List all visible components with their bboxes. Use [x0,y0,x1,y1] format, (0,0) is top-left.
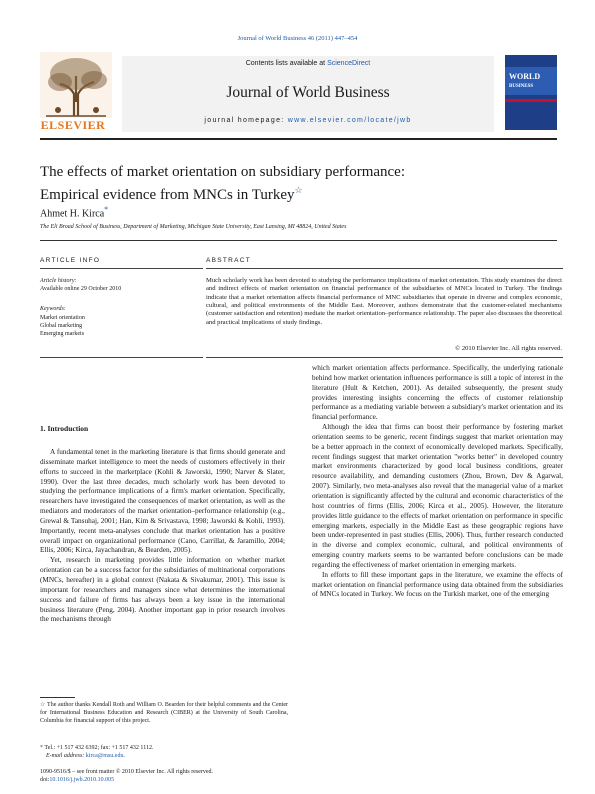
title-line-1: The effects of market orientation on subsidiary performance: [40,164,406,180]
journal-title: Journal of World Business [226,84,390,101]
homepage-link[interactable]: www.elsevier.com/locate/jwb [287,117,412,124]
body-paragraph: In efforts to fill these important gaps in the literature, we examine the effects of market orientation on financial performance using data obtained from the subsidiaries of MNCs located in Turkey. We focus on the Turkish market, one of the emerging [312,570,563,599]
footnote-mark: ☆ [40,702,46,708]
cover-title-line2: BUSINESS [509,84,534,89]
author-footnote-mark[interactable]: * [104,205,109,214]
abstract-heading: ABSTRACT [206,257,252,264]
body-paragraph: Although the idea that firms can boost their performance by fostering market orientation seems to be generic, recent findings suggest that market orientation may be a better approach in the context of economically developed markets. Specifically, recent findings suggest that market orientation "works better" in developed country market environments characterized by good local business conditions, greater resource availability, and demanding customers (Zhou, Brown, Dev & Agarwal, 2007). Similarly, two meta-analyses also reveal that the managerial value of a market orientation is significantly affected by the cultural and economic characteristics of the host countries of firms (Ellis, 2006; Kirca et al., 2005). However, the literature provides little guidance to the effects of market orientation on performance in specific emerging markets, especially in the Middle East as these geographic regions have been under-represented in past studies (Ellis, 2006). Thus, further research conducted in the diverse and complex economic, cultural, and political environments of emerging country markets seems to be warranted before conclusions can be made regarding the effectiveness of market orientation in emerging markets. [312,423,563,569]
history-label: Article history: [40,278,77,284]
section-heading-introduction: 1. Introduction [40,424,89,433]
title-footnote-mark[interactable]: ☆ [294,185,303,195]
doi-prefix: doi: [40,776,50,783]
doi-link[interactable]: 10.1016/j.jwb.2010.10.005 [49,776,115,783]
footnote-text: The author thanks Kendall Roth and William O. Bearden for their helpful comments and the Center for International Business Education and Research (CIBER) at the University of South Carolina, Columbia for financial support of this project. [40,702,288,724]
author-line [40,205,108,219]
footnote-acknowledgement [40,702,288,726]
footnote-mark: * [40,745,43,751]
article-info-bottom-rule [40,357,203,358]
abstract-copyright: © 2010 Elsevier Inc. All rights reserved. [455,345,562,352]
journal-cover-thumbnail[interactable] [505,55,557,130]
contents-line [122,60,494,67]
article-title [40,163,520,204]
abstract-text: Much scholarly work has been devoted to studying the performance implications of market orientation. This study examines the direct and indirect effects of market orientation on financial performance of the subsidiaries of MNCs located in Turkey. The findings indicate that a market orientation affects financial performance of MNC subsidiaries that operate in diverse and complex economic, cultural, and political environments of the Middle East. Moreover, authors demonstrate that the customer-related mechanisms (customer satisfaction and retention) mediate the market orientation–performance relationship. The paper also discusses the theoretical and practical implications of study findings. [206,277,562,326]
header-rule [40,138,557,140]
cover-stripe [505,99,557,102]
sciencedirect-link[interactable]: ScienceDirect [327,60,371,67]
footnote-corresponding-author [40,745,288,761]
abstract-bottom-rule [206,357,563,358]
issn-line: 1090-9516/$ – see front matter © 2010 Elsevier Inc. All rights reserved. [40,769,214,775]
keyword: Global marketing [40,323,83,329]
journal-reference[interactable]: Journal of World Business 46 (2011) 447–454 [237,35,358,42]
keywords-label: Keywords: [40,306,66,312]
abstract-rule [206,268,563,269]
body-paragraph: A fundamental tenet in the marketing literature is that firms should generate and disseminate market intelligence to meet the needs of customers effectively in their efforts to succeed in the marketplace (Kohli & Jaworski, 1990; Narver & Slater, 1990). Over the last three decades, much scholarly work has been devoted to studying the performance implications of a firm's market orientation. Specifically, researchers have investigated the consequences of market orientation, as well as the mediators and moderators of the market orientation–performance relationship (e.g., Grewal & Tansuhaj, 2001; Han, Kim & Srivastava, 1998; Jaworski & Kohli, 1993). Importantly, recent meta-analyses conclude that market orientation has a positive overall impact on organizational performance (Cano, Carrillat, & Jaramillo, 2004; Ellis, 2006; Kirca, Jayachandran, & Bearden, 2005). [40,448,285,555]
body-left-column [40,448,285,625]
journal-homepage [122,117,494,124]
author-email-link[interactable]: kirca@msu.edu. [85,752,125,759]
article-info-rule [40,268,203,269]
body-right-column [312,364,563,600]
page-footer [40,769,290,785]
keyword: Market orientation [40,315,85,321]
email-label: E-mail address: [46,752,85,759]
author-phone: Tel.: +1 517 432 6392; fax: +1 517 432 1112. [44,745,154,751]
cover-title-line1: WORLD [509,72,541,81]
body-paragraph: which market orientation affects performance. Specifically, the underlying rationale behind how market orientation influences performance is still a topic of interest in the literature (Hult & Ketchen, 2001). As detailed subsequently, the present study provides interesting insights concerning the effects of customer relationship performance as a mediating variable between a subsidiary's market orientation and its financial performance. [312,364,563,422]
contents-prefix: Contents lists available at [245,60,328,67]
author-name: Ahmet H. Kirca [40,208,105,220]
elsevier-wordmark[interactable]: ELSEVIER [40,118,106,132]
cover-title [509,73,540,91]
author-affiliation: The Eli Broad School of Business, Department of Marketing, Michigan State University, East Lansing, MI 48824, United States [40,224,347,230]
keyword: Emerging markets [40,331,85,337]
article-info-heading: ARTICLE INFO [40,257,101,264]
history-value: Available online 29 October 2010 [40,286,122,292]
title-line-2: Empirical evidence from MNCs in Turkey [40,187,295,203]
title-rule [40,240,557,241]
footnote-rule [40,697,75,698]
homepage-prefix: journal homepage: [204,117,288,124]
body-paragraph: Yet, research in marketing provides little information on whether market orientation can be a success factor for the subsidiaries of multinational corporations (MNCs, hereafter) in a global context (Nakata & Sivakumar, 2001). This issue is important for researchers and managers since what determines the international success and failure of firms has always been a key issue in the international business literature (Peng, 2004). Another important gap in prior research involves the mechanisms through [40,556,285,624]
